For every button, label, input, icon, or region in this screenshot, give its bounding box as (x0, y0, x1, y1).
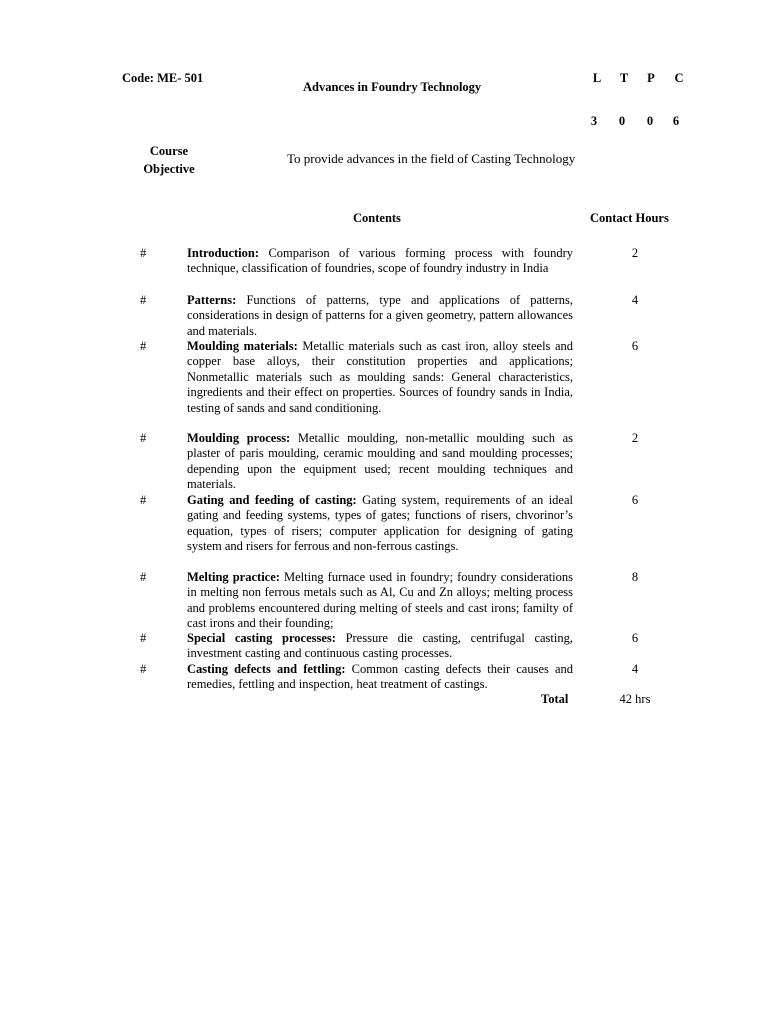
row-heading: Moulding materials: (187, 339, 298, 353)
ltpc-value-c: 6 (672, 114, 680, 128)
contact-hours-header: Contact Hours (590, 211, 669, 225)
row-description (187, 570, 573, 632)
row-bullet: # (140, 662, 147, 676)
row-description (187, 293, 573, 339)
row-bullet: # (140, 339, 147, 353)
row-bullet: # (140, 246, 147, 260)
total-hours: 42 hrs (619, 692, 651, 706)
row-body: Pressure die casting, centrifugal casting, investment casting and continuous casting processes. (187, 631, 573, 661)
row-heading: Special casting processes: (187, 631, 336, 645)
row-heading: Melting practice: (187, 570, 280, 584)
objective-label-line1: Course (149, 144, 189, 158)
row-description (187, 431, 573, 493)
row-heading: Gating and feeding of casting: (187, 493, 357, 507)
row-hours: 6 (631, 493, 639, 507)
row-body: Common casting defects their causes and remedies, fettling and inspection, heat treatment of castings. (187, 662, 574, 692)
row-description (187, 246, 573, 277)
row-hours: 6 (631, 339, 639, 353)
ltpc-label-t: T (619, 71, 629, 85)
row-bullet: # (140, 631, 147, 645)
course-code: Code: ME- 501 (122, 71, 204, 85)
row-body: Melting furnace used in foundry; foundry considerations in melting non ferrous metals such as Al, Cu and Zn alloys; melting process and problems encountered during melting of steels and cast irons; familty of cast irons and their founding; (187, 570, 573, 631)
ltpc-value-t: 0 (618, 114, 626, 128)
row-description (187, 662, 573, 693)
row-bullet: # (140, 570, 147, 584)
ltpc-value-p: 0 (646, 114, 654, 128)
row-body: Metallic moulding, non-metallic moulding such as plaster of paris moulding, ceramic moulding and sand moulding processes; depending upon the equipment used; recent moulding techniques and materials. (187, 431, 573, 492)
row-heading: Introduction: (187, 246, 260, 260)
row-hours: 4 (631, 662, 639, 676)
contents-header: Contents (353, 211, 401, 225)
ltpc-label-p: P (647, 71, 655, 85)
row-hours: 2 (631, 246, 639, 260)
total-label: Total (541, 692, 569, 706)
ltpc-value-l: 3 (590, 114, 598, 128)
row-heading: Moulding process: (187, 431, 291, 445)
row-hours: 4 (631, 293, 639, 307)
row-heading: Casting defects and fettling: (187, 662, 346, 676)
row-bullet: # (140, 431, 147, 445)
ltpc-label-l: L (592, 71, 602, 85)
row-description (187, 493, 573, 555)
row-description (187, 631, 573, 662)
row-hours: 8 (631, 570, 639, 584)
row-body: Functions of patterns, type and applications of patterns, considerations in design of patterns for a given geometry, pattern allowances and materials. (187, 293, 573, 338)
row-bullet: # (140, 293, 147, 307)
objective-label (130, 142, 208, 178)
row-hours: 6 (631, 631, 639, 645)
objective-label-line2: Objective (143, 162, 195, 176)
row-hours: 2 (631, 431, 639, 445)
row-body: Gating system, requirements of an ideal gating and feeding systems, types of gates; functions of risers, chvorinor’s equation, types of risers; computer application for designing of gating system and risers for ferrous and non-ferrous castings. (187, 493, 573, 554)
row-bullet: # (140, 493, 147, 507)
row-heading: Patterns: (187, 293, 237, 307)
objective-text: To provide advances in the field of Casting Technology (287, 151, 576, 166)
row-description (187, 339, 573, 416)
row-body: Comparison of various forming process with foundry technique, classification of foundries, scope of foundry industry in India (187, 246, 573, 276)
row-body: Metallic materials such as cast iron, alloy steels and copper base alloys, their constitution properties and applications; Nonmetallic materials such as moulding sands: General characteristics, ingredients and their effect on properties. Sources of foundry sands in India, testing of sands and sand conditioning. (187, 339, 574, 415)
ltpc-label-c: C (674, 71, 684, 85)
course-title: Advances in Foundry Technology (303, 80, 482, 94)
